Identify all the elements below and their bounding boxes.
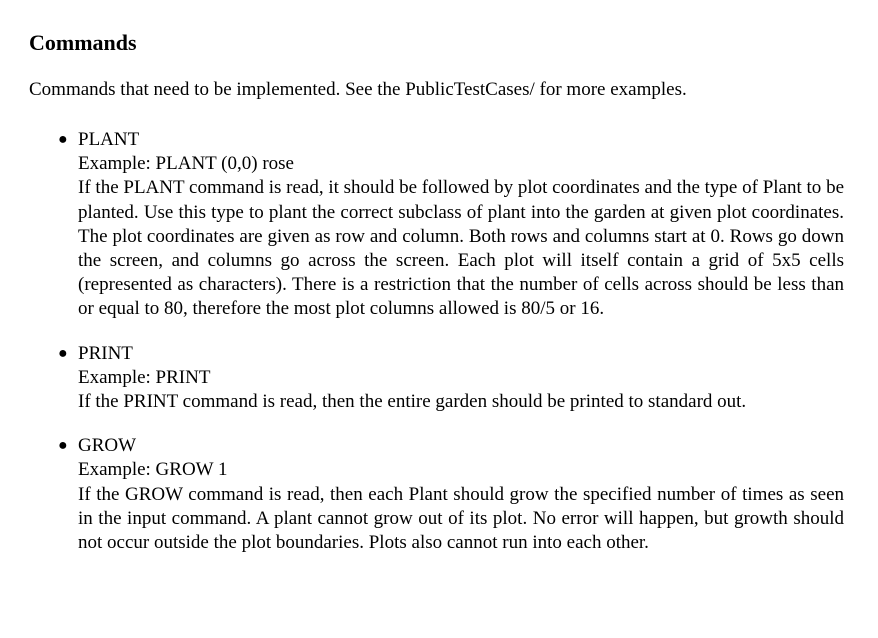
section-heading: Commands bbox=[29, 30, 137, 55]
command-item-print bbox=[29, 342, 849, 415]
command-list bbox=[29, 128, 849, 575]
command-description: If the PRINT command is read, then the entire garden should be printed to standard out. bbox=[78, 391, 747, 413]
command-name: PLANT bbox=[78, 129, 140, 150]
bullet-icon: ● bbox=[58, 131, 68, 148]
section-intro: Commands that need to be implemented. See the PublicTestCases/ for more examples. bbox=[29, 79, 687, 100]
command-example: Example: GROW 1 bbox=[78, 459, 228, 481]
command-item-plant bbox=[29, 128, 849, 322]
command-description: If the PLANT command is read, it should be followed by plot coordinates and the type of Plant to be planted. Use this type to plant the correct subclass of plant into the garden at given plot coordinates. The plot coordinates are given as row and column. Both rows and columns start at 0. Rows go down the screen, and columns go across the screen. Each plot will itself contain a grid of 5x5 cells (represented as characters). There is a restriction that the number of cells across should be less than or equal to 80, therefore the most plot columns allowed is 80/5 or 16. bbox=[78, 177, 844, 320]
command-example: Example: PLANT (0,0) rose bbox=[78, 153, 294, 175]
bullet-icon: ● bbox=[58, 344, 68, 362]
command-name: GROW bbox=[78, 435, 137, 457]
command-name: PRINT bbox=[78, 342, 133, 364]
command-item-grow bbox=[29, 434, 849, 555]
command-example: Example: PRINT bbox=[78, 366, 211, 388]
command-description: If the GROW command is read, then each Plant should grow the specified number of times as seen in the input command. A plant cannot grow out of its plot. No error will happen, but growth should not occur outside the plot boundaries. Plots also cannot run into each other. bbox=[78, 483, 844, 554]
bullet-icon: ● bbox=[58, 437, 68, 455]
